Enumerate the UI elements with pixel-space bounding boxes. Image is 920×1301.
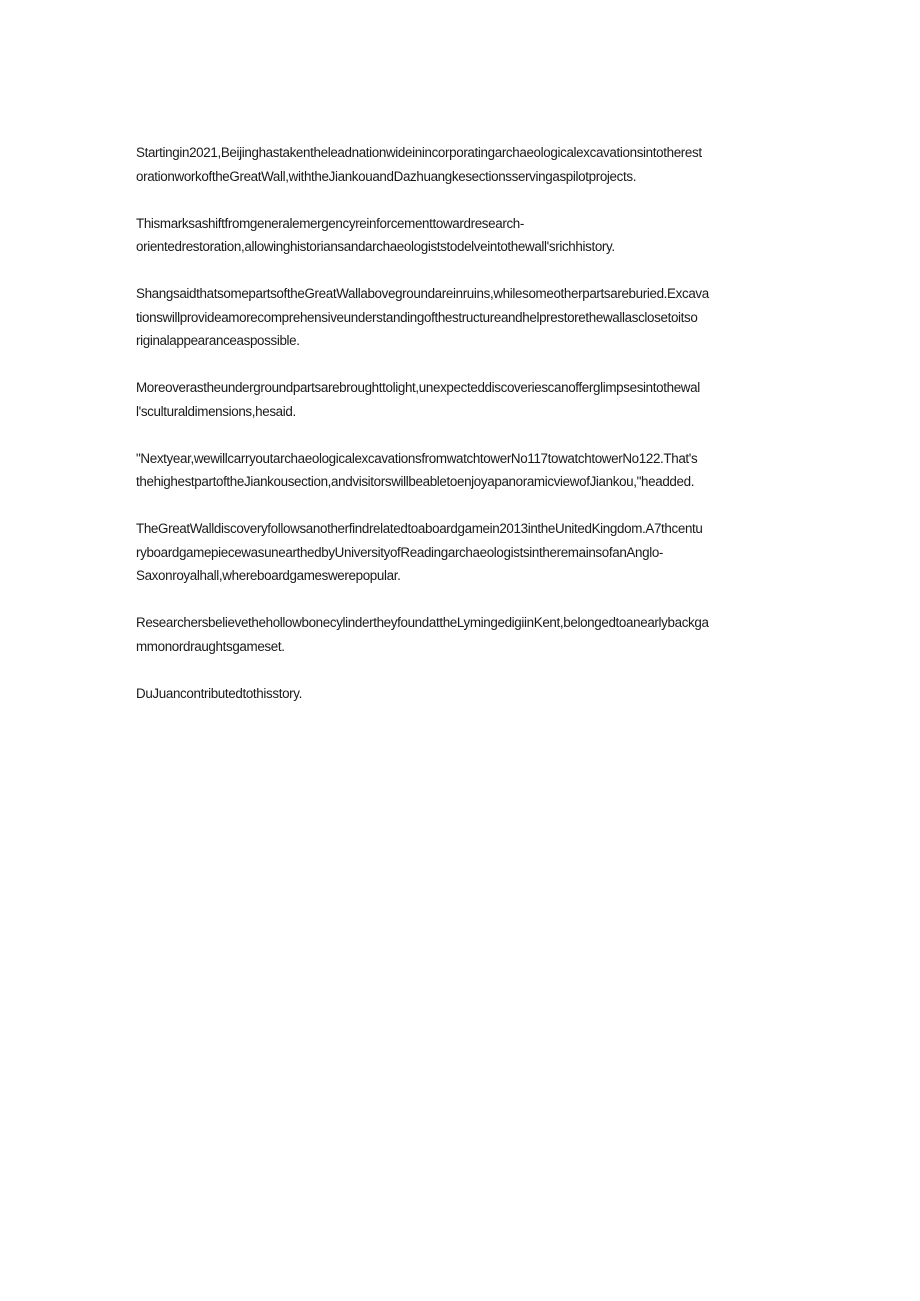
paragraph-2 <box>136 212 784 259</box>
paragraph-line: "Nextyear,wewillcarryoutarchaeologicalexcavationsfromwatchtowerNo117towatchtowerNo122.That's <box>136 450 698 466</box>
paragraph-line: TheGreatWalldiscoveryfollowsanotherfindrelatedtoaboardgamein2013intheUnitedKingdom.A7thcentu <box>136 521 703 536</box>
paragraph-line: Startingin2021,Beijinghastakentheleadnationwideinincorporatingarchaeologicalexcavationsintotherest <box>136 145 702 160</box>
paragraph-line: riginalappearanceaspossible. <box>136 333 300 348</box>
paragraph-1 <box>136 141 784 188</box>
paragraph-5 <box>136 447 784 494</box>
paragraph-line: ResearchersbelievethehollowbonecylindertheyfoundattheLymingedigiinKent,belongedtoanearlybackga <box>136 615 709 630</box>
paragraph-line: orientedrestoration,allowinghistoriansandarchaeologiststodelveintothewall'srichhistory. <box>136 239 615 254</box>
paragraph-line: orationworkoftheGreatWall,withtheJiankouandDazhuangkesectionsservingaspilotprojects. <box>136 168 637 184</box>
paragraph-line: l'sculturaldimensions,hesaid. <box>136 403 296 419</box>
paragraph-line: Thismarksashiftfromgeneralemergencyreinforcementtowardresearch- <box>136 215 525 231</box>
paragraph-7 <box>136 611 784 658</box>
paragraph-line: ShangsaidthatsomepartsoftheGreatWallabovegroundareinruins,whilesomeotherpartsareburied.Excava <box>136 286 709 301</box>
article-body <box>136 141 784 729</box>
paragraph-line: thehighestpartoftheJiankousection,andvisitorswillbeabletoenjoyapanoramicviewofJiankou,"headded. <box>136 474 695 489</box>
paragraph-line: Saxonroyalhall,whereboardgameswerepopular. <box>136 568 401 583</box>
paragraph-line: mmonordraughtsgameset. <box>136 638 285 654</box>
paragraph-line: DuJuancontributedtothisstory. <box>136 685 303 701</box>
paragraph-line: Moreoverastheundergroundpartsarebroughttolight,unexpecteddiscoveriescanofferglimpsesintothewal <box>136 380 700 395</box>
paragraph-8 <box>136 682 784 706</box>
paragraph-line: ryboardgamepiecewasunearthedbyUniversityofReadingarchaeologistsintheremainsofanAnglo- <box>136 544 664 560</box>
paragraph-4 <box>136 376 784 423</box>
paragraph-3 <box>136 282 784 353</box>
paragraph-6 <box>136 517 784 588</box>
paragraph-line: tionswillprovideamorecomprehensiveunderstandingofthestructureandhelprestorethewallasclosetoitso <box>136 309 698 325</box>
